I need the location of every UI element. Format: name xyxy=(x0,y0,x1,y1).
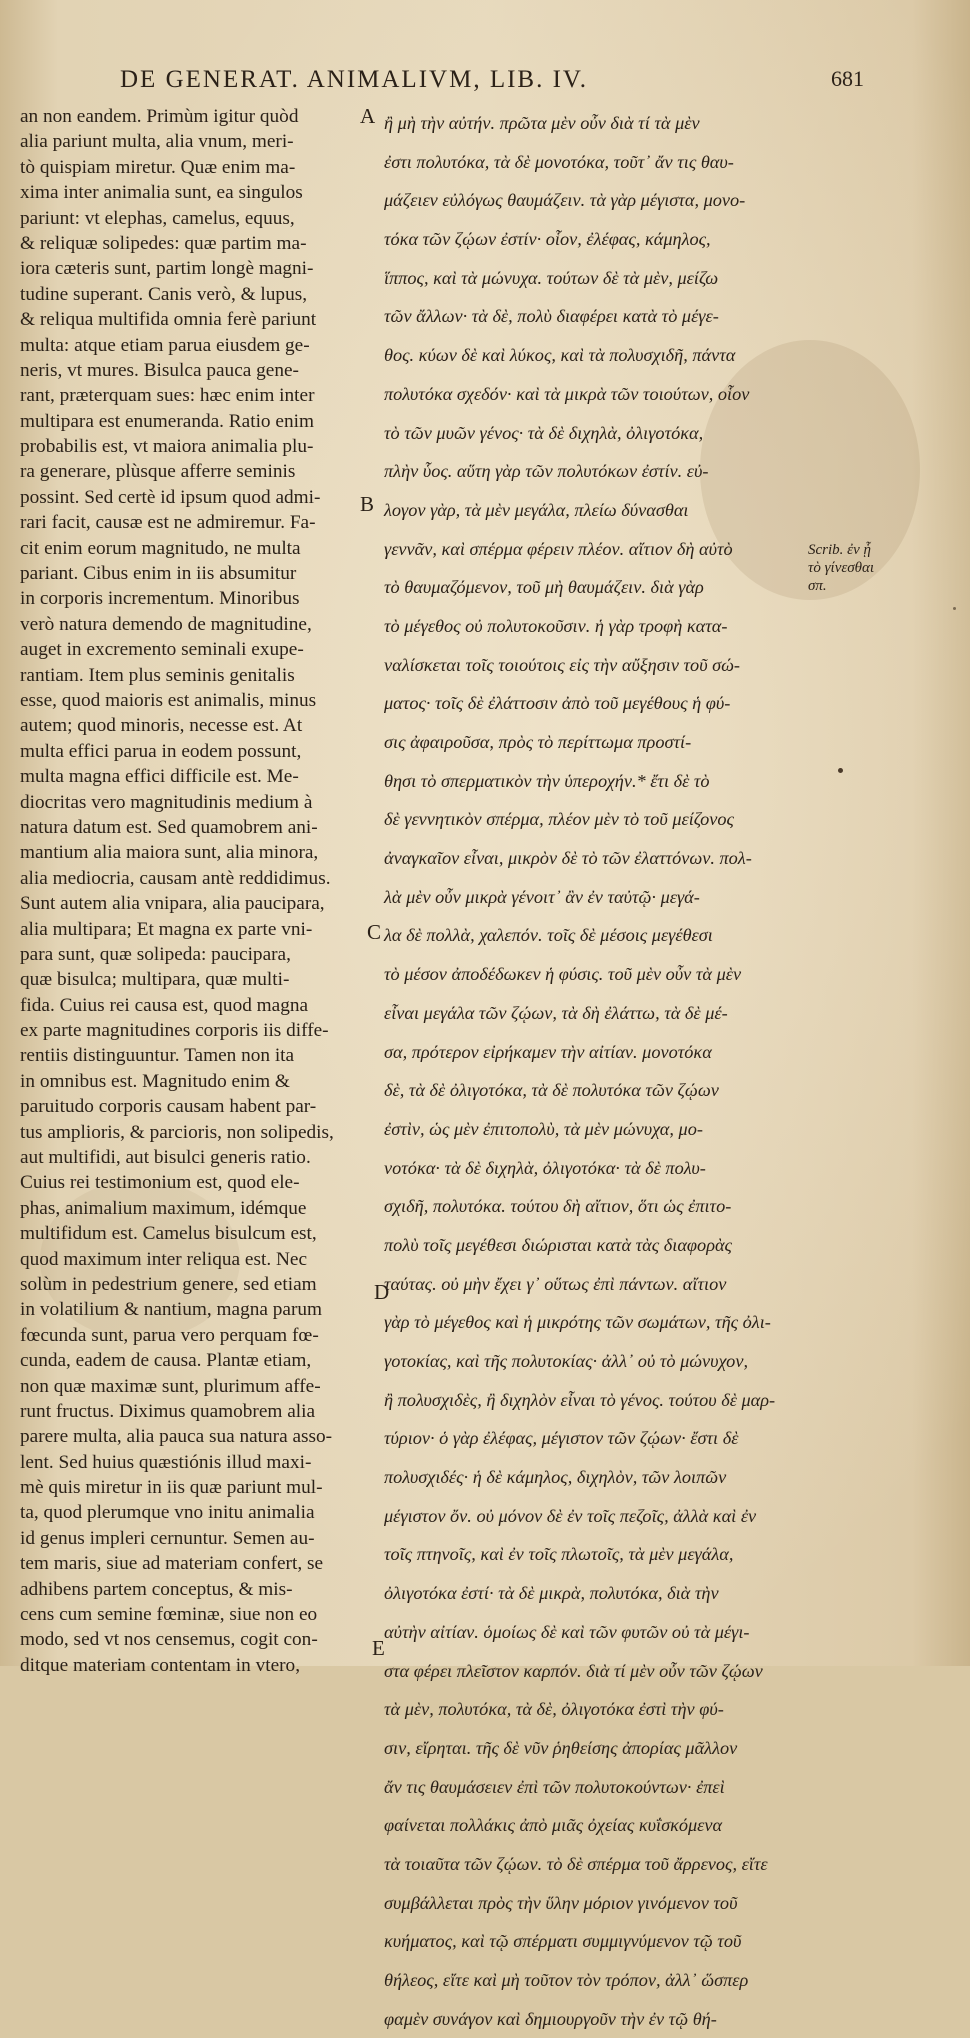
latin-text-line: diocritas vero magnitudinis medium à xyxy=(20,791,313,813)
section-marker-a: A xyxy=(360,104,376,128)
greek-text-line: πλὴν ὗος. αὕτη γὰρ τῶν πολυτόκων ἐστίν. εὐ- xyxy=(384,461,709,482)
greek-text-line: τόκα τῶν ζῴων ἐστίν· οἷον, ἐλέφας, κάμηλος, xyxy=(384,229,711,250)
greek-text-line: σιν, εἴρηται. τῆς δὲ νῦν ῥηθείσης ἀπορίας μᾶλλον xyxy=(384,1737,738,1758)
latin-text-line: paruitudo corporis causam habent par- xyxy=(20,1096,317,1118)
margin-note-line: Scrib. ἐν ᾗ xyxy=(808,542,871,558)
greek-text-line: θησι τὸ σπερματικὸν τὴν ὑπεροχήν.* ἔτι δὲ τὸ xyxy=(384,770,710,791)
greek-text-line: ἵππος, καὶ τὰ μώνυχα. τούτων δὲ τὰ μὲν, μείζω xyxy=(384,267,719,288)
greek-text-line: τὰ μὲν, πολυτόκα, τὰ δὲ, ὀλιγοτόκα ἐστὶ τὴν φύ- xyxy=(384,1699,724,1720)
greek-text-line: ὀλιγοτόκα ἐστί· τὰ δὲ μικρὰ, πολυτόκα, διὰ τὴν xyxy=(384,1583,719,1604)
greek-text-line: ἢ πολυσχιδὲς, ἢ διχηλὸν εἶναι τὸ γένος. τούτου δὲ μαρ- xyxy=(384,1389,776,1410)
greek-column xyxy=(384,104,804,2038)
latin-text-line: rari facit, causæ est ne admiremur. Fa- xyxy=(20,512,316,534)
latin-text-line: id genus impleri cernuntur. Semen au- xyxy=(20,1527,315,1549)
latin-text-line: alia multipara; Et magna ex parte vni- xyxy=(20,918,313,940)
latin-text-line: Sunt autem alia vnipara, alia paucipara, xyxy=(20,893,325,915)
latin-text-line: natura datum est. Sed quamobrem ani- xyxy=(20,816,318,838)
greek-text-line: αὐτὴν αἰτίαν. ὁμοίως δὲ καὶ τῶν φυτῶν οὐ τὰ μέγι- xyxy=(384,1621,750,1642)
latin-text-line: multa effici parua in eodem possunt, xyxy=(20,740,302,762)
latin-text-line: modo, sed vt nos censemus, cogit con- xyxy=(20,1629,318,1651)
latin-text-line: multifidum est. Camelus bisulcum est, xyxy=(20,1223,317,1245)
latin-text-line: in omnibus est. Magnitudo enim & xyxy=(20,1070,290,1092)
section-marker-e: E xyxy=(372,1636,385,1660)
latin-text-line: fœcunda sunt, parua vero perquam fœ- xyxy=(20,1324,319,1346)
greek-text-line: σα, πρότερον εἰρήκαμεν τὴν αἰτίαν. μονοτόκα xyxy=(384,1041,712,1062)
greek-text-line: φαμὲν συνάγον καὶ δημιουργοῦν τὴν ἐν τῷ θή- xyxy=(384,2008,717,2029)
greek-text-line: γεννᾶν, καὶ σπέρμα φέρειν πλέον. αἴτιον δὴ αὐτὸ xyxy=(384,538,733,559)
latin-text-line: quod maximum inter reliqua est. Nec xyxy=(20,1248,307,1270)
greek-text-line: πολυσχιδές· ἡ δὲ κάμηλος, διχηλὸν, τῶν λοιπῶν xyxy=(384,1467,727,1488)
latin-text-line: cit enim eorum magnitudo, ne multa xyxy=(20,537,301,559)
latin-text-line: xima inter animalia sunt, ea singulos xyxy=(20,182,303,204)
greek-text-line: σις ἀφαιροῦσα, πρὸς τὸ περίττωμα προστί- xyxy=(384,732,692,752)
latin-text-line: & reliquæ solipedes: quæ partim ma- xyxy=(20,232,307,254)
latin-text-line: esse, quod maioris est animalis, minus xyxy=(20,689,317,711)
latin-text-line: an non eandem. Primùm igitur quòd xyxy=(20,106,299,127)
latin-text-line: rant, præterquam sues: hæc enim inter xyxy=(20,385,315,407)
latin-text-line: ta, quod plerumque vno initu animalia xyxy=(20,1502,315,1524)
running-title: DE GENERAT. ANIMALIVM, LIB. IV. xyxy=(120,66,588,93)
greek-text-line: δὲ, τὰ δὲ ὀλιγοτόκα, τὰ δὲ πολυτόκα τῶν ζῴων xyxy=(384,1080,719,1101)
greek-text-line: κυήματος, καὶ τῷ σπέρματι συμμιγνύμενον τῷ τοῦ xyxy=(384,1931,742,1952)
latin-text-line: neris, vt mures. Bisulca pauca gene- xyxy=(20,359,299,381)
latin-text-line: multipara est enumeranda. Ratio enim xyxy=(20,410,314,432)
margin-note xyxy=(808,541,888,595)
latin-text-line: iora cæteris sunt, partim longè magni- xyxy=(20,258,314,280)
latin-text-line: cens cum semine fœminæ, siue non eo xyxy=(20,1604,318,1626)
greek-text-line: τὸ μέγεθος οὐ πολυτοκοῦσιν. ἡ γὰρ τροφὴ κατα- xyxy=(384,615,728,636)
latin-text-line: rantiam. Item plus seminis genitalis xyxy=(20,664,295,686)
greek-text-line: πολυτόκα σχεδόν· καὶ τὰ μικρὰ τῶν τοιούτων, οἷον xyxy=(384,383,750,404)
greek-text-line: γοτοκίας, καὶ τῆς πολυτοκίας· ἀλλ᾽ οὐ τὸ μώνυχον, xyxy=(384,1351,749,1371)
greek-text-line: τὰ τοιαῦτα τῶν ζῴων. τὸ δὲ σπέρμα τοῦ ἄρρενος, εἴτε xyxy=(384,1853,768,1874)
latin-text-line: ex parte magnitudines corporis iis diffe- xyxy=(20,1020,329,1042)
latin-text-line: multa: atque etiam parua eiusdem ge- xyxy=(20,334,310,356)
greek-text-line: ναλίσκεται τοῖς τοιούτοις εἰς τὴν αὔξησιν τοῦ σώ- xyxy=(384,654,741,675)
latin-text-line: auget in excremento seminali exupe- xyxy=(20,639,304,661)
greek-text-line: ματος· τοῖς δὲ ἐλάττοσιν ἀπὸ τοῦ μεγέθους ἡ φύ- xyxy=(384,693,731,714)
latin-text-line: verò natura demendo de magnitudine, xyxy=(20,613,312,635)
latin-text-line: probabilis est, vt maiora animalia plu- xyxy=(20,436,314,458)
latin-text-line: mantium alia maiora sunt, alia minora, xyxy=(20,842,319,864)
latin-text-line: tò quispiam miretur. Quæ enim ma- xyxy=(20,156,296,178)
greek-text-line: λογον γὰρ, τὰ μὲν μεγάλα, πλείω δύνασθαι xyxy=(384,499,689,520)
latin-text-line: possint. Sed certè id ipsum quod admi- xyxy=(20,486,321,508)
greek-text-line: εἶναι μεγάλα τῶν ζῴων, τὰ δὴ ἐλάττω, τὰ δὲ μέ- xyxy=(384,1002,728,1023)
latin-text-line: lent. Sed huius quæstiónis illud maxi- xyxy=(20,1451,312,1473)
latin-text-line: multa magna effici difficile est. Me- xyxy=(20,766,299,788)
latin-text-line: cunda, eadem de causa. Plantæ etiam, xyxy=(20,1350,312,1372)
greek-text-line: μάζειεν εὐλόγως θαυμάζειν. τὰ γὰρ μέγιστα, μονο- xyxy=(384,190,746,211)
greek-text-line: ταύτας. οὐ μὴν ἔχει γ᾽ οὕτως ἐπὶ πάντων. αἴτιον xyxy=(384,1273,727,1294)
section-marker-c: C xyxy=(367,920,382,944)
greek-text-line: λα δὲ πολλὰ, χαλεπόν. τοῖς δὲ μέσοις μεγέθεσι xyxy=(384,925,713,946)
latin-column xyxy=(20,104,365,1678)
latin-text-line: Cuius rei testimonium est, quod ele- xyxy=(20,1172,300,1194)
greek-text-line: τοῖς πτηνοῖς, καὶ ἐν τοῖς πλωτοῖς, τὰ μὲν μεγάλα, xyxy=(384,1544,734,1565)
greek-text-line: ἐστὶν, ὡς μὲν ἐπιτοπολὺ, τὰ μὲν μώνυχα, μο- xyxy=(384,1118,703,1139)
latin-text-line: para sunt, quæ solipeda: paucipara, xyxy=(20,943,291,965)
latin-text-line: phas, animalium maximum, idémque xyxy=(20,1197,307,1219)
greek-text-line: ἐστι πολυτόκα, τὰ δὲ μονοτόκα, τοῦτ᾽ ἄν τις θαυ- xyxy=(384,151,734,172)
greek-text-line: σχιδῆ, πολυτόκα. τούτου δὴ αἴτιον, ὅτι ὡς ἐπιτο- xyxy=(384,1196,732,1217)
ink-dot xyxy=(838,768,843,773)
latin-text-line: solùm in pedestrium genere, sed etiam xyxy=(20,1273,317,1295)
greek-text-line: δὲ γεννητικὸν σπέρμα, πλέον μὲν τὸ τοῦ μείζονος xyxy=(384,809,734,830)
greek-text-line: γὰρ τὸ μέγεθος καὶ ἡ μικρότης τῶν σωμάτων, τῆς ὀλι- xyxy=(384,1312,771,1333)
greek-text-line: μέγιστον ὄν. οὐ μόνον δὲ ἐν τοῖς πεζοῖς, ἀλλὰ καὶ ἐν xyxy=(384,1505,757,1526)
greek-text-line: ἢ μὴ τὴν αὐτήν. πρῶτα μὲν οὖν διὰ τί τὰ μὲν xyxy=(384,113,700,133)
latin-text-line: ditque materiam contentam in vtero, xyxy=(20,1654,301,1676)
greek-text-line: στα φέρει πλεῖστον καρπόν. διὰ τί μὲν οὖν τῶν ζῴων xyxy=(384,1660,763,1681)
latin-text-line: aut multifidi, aut bisulci generis ratio. xyxy=(20,1147,311,1169)
greek-text-line: τῶν ἄλλων· τὰ δὲ, πολὺ διαφέρει κατὰ τὸ μέγε- xyxy=(384,306,719,327)
section-marker-b: B xyxy=(360,492,375,516)
latin-text-line: mè quis miretur in iis quæ pariunt mul- xyxy=(20,1477,323,1499)
greek-text-line: τὸ τῶν μυῶν γένος· τὰ δὲ διχηλὰ, ὀλιγοτόκα, xyxy=(384,422,704,443)
greek-text-line: πολὺ τοῖς μεγέθεσι διώρισται κατὰ τὰς διαφορὰς xyxy=(384,1234,732,1255)
latin-text-line: rentiis distinguuntur. Tamen non ita xyxy=(20,1045,295,1067)
latin-text-line: fida. Cuius rei causa est, quod magna xyxy=(20,994,309,1016)
latin-text-line: runt fructus. Diximus quamobrem alia xyxy=(20,1400,316,1422)
latin-text-line: quæ bisulca; multipara, quæ multi- xyxy=(20,969,290,991)
page-number: 681 xyxy=(831,66,864,91)
greek-text-line: ἀναγκαῖον εἶναι, μικρὸν δὲ τὸ τῶν ἐλαττόνων. πολ- xyxy=(384,848,752,869)
latin-text-line: tem maris, siue ad materiam confert, se xyxy=(20,1553,324,1575)
greek-text-line: θος. κύων δὲ καὶ λύκος, καὶ τὰ πολυσχιδῆ, πάντα xyxy=(384,345,736,366)
latin-text-line: alia pariunt multa, alia vnum, meri- xyxy=(20,131,294,153)
greek-text-line: τὸ μέσον ἀποδέδωκεν ἡ φύσις. τοῦ μὲν οὖν τὰ μὲν xyxy=(384,964,742,985)
latin-text-line: in volatilium & nantium, magna parum xyxy=(20,1299,323,1321)
latin-text-line: tus amplioris, & parcioris, non solipedis, xyxy=(20,1121,334,1143)
latin-text-line: autem; quod minoris, necesse est. At xyxy=(20,715,303,737)
section-marker-d: D xyxy=(374,1280,390,1304)
latin-text-line: pariunt: vt elephas, camelus, equus, xyxy=(20,207,295,229)
latin-text-line: tudine superant. Canis verò, & lupus, xyxy=(20,283,308,305)
latin-text-line: parere multa, alia pauca sua natura asso- xyxy=(20,1426,333,1448)
greek-text-line: νοτόκα· τὰ δὲ διχηλὰ, ὀλιγοτόκα· τὰ δὲ πολυ- xyxy=(384,1157,706,1178)
margin-note-line: σπ. xyxy=(808,578,827,594)
greek-text-line: τὸ θαυμαζόμενον, τοῦ μὴ θαυμάζειν. διὰ γὰρ xyxy=(384,577,704,598)
latin-text-line: alia mediocria, causam antè reddidimus. xyxy=(20,867,331,889)
latin-text-line: ra generare, plùsque afferre seminis xyxy=(20,461,296,483)
greek-text-line: τύριον· ὁ γὰρ ἐλέφας, μέγιστον τῶν ζῴων· ἔστι δὲ xyxy=(384,1428,739,1449)
latin-text-line: in corporis incrementum. Minoribus xyxy=(20,588,300,610)
latin-text-line: adhibens partem conceptus, & mis- xyxy=(20,1578,293,1600)
latin-text-line: non quæ maximæ sunt, plurimum affe- xyxy=(20,1375,321,1397)
latin-text-line: pariant. Cibus enim in iis absumitur xyxy=(20,563,297,585)
running-header xyxy=(120,66,864,100)
greek-text-line: φαίνεται πολλάκις ἀπὸ μιᾶς ὀχείας κυΐσκόμενα xyxy=(384,1815,723,1836)
greek-text-line: λὰ μὲν οὖν μικρὰ γένοιτ᾽ ἂν ἐν ταὐτῷ· μεγά- xyxy=(384,886,700,907)
latin-text-line: & reliqua multifida omnia ferè pariunt xyxy=(20,309,317,331)
greek-text-line: συμβάλλεται πρὸς τὴν ὕλην μόριον γινόμενον τοῦ xyxy=(384,1892,738,1913)
ink-dot xyxy=(953,607,956,610)
greek-text-line: θήλεος, εἴτε καὶ μὴ τοῦτον τὸν τρόπον, ἀλλ᾽ ὥσπερ xyxy=(384,1970,749,1990)
margin-note-line: τὸ γίνεσθαι xyxy=(808,560,875,576)
greek-text-line: ἄν τις θαυμάσειεν ἐπὶ τῶν πολυτοκούντων· ἐπεὶ xyxy=(384,1776,725,1797)
